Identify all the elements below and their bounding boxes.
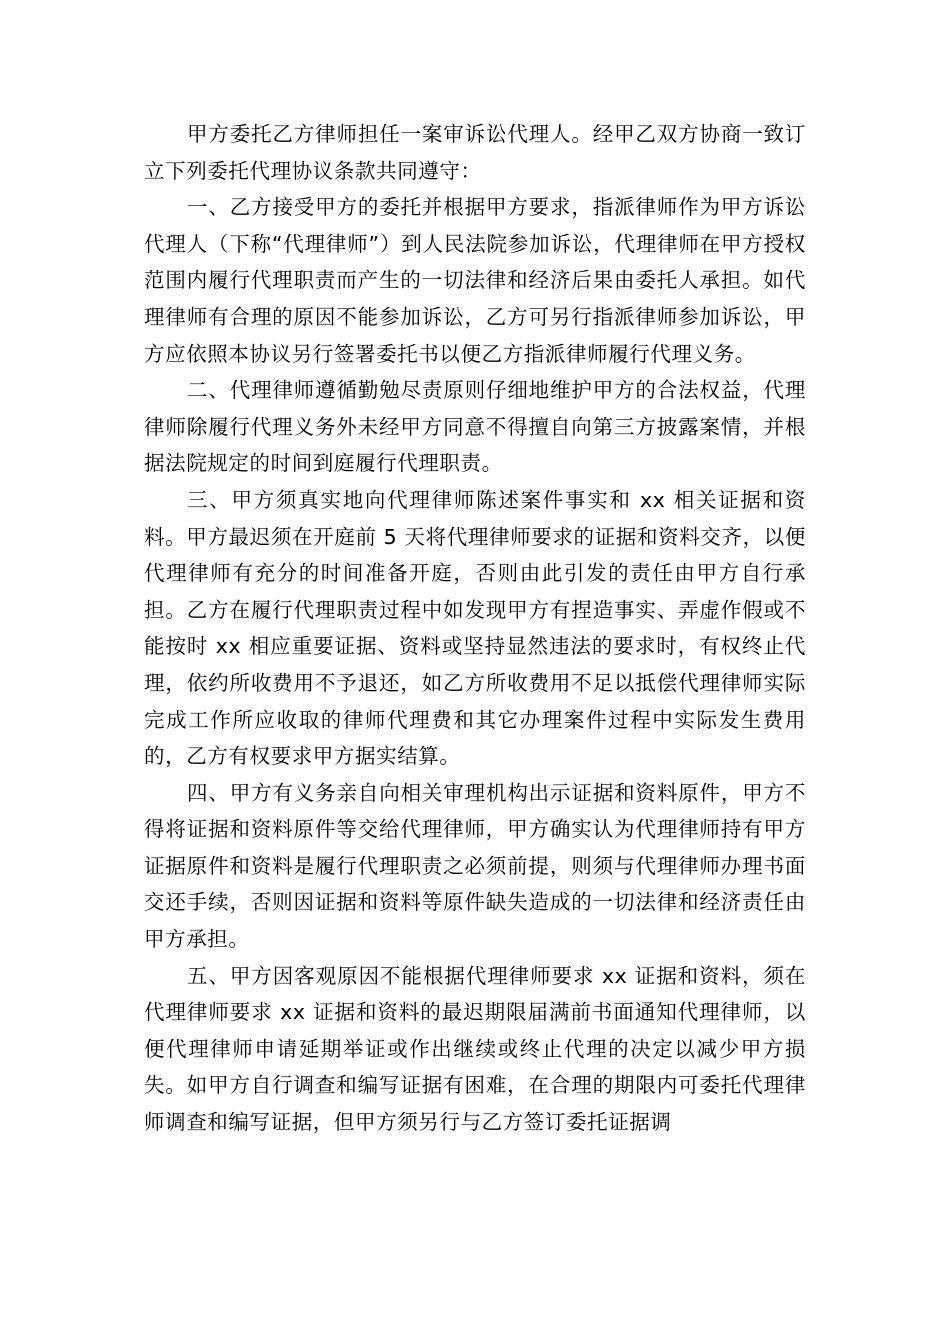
paragraph-clause-3: 三、甲方须真实地向代理律师陈述案件事实和 xx 相关证据和资料。甲方最迟须在开庭前 5 天将代理律师要求的证据和资料交齐，以便代理律师有充分的时间准备开庭，否则由此引发的责任由甲方自行承担。乙方在履行代理职责过程中如发现甲方有捏造事实、弄虚作假或不能按时 xx 相应重要证据、资料或坚持显然违法的要求时，有权终止代理，依约所收费用不予退还，如乙方所收费用不足以抵偿代理律师实际完成工作所应收取的律师代理费和其它办理案件过程中实际发生费用的，乙方有权要求甲方据实结算。	[144, 487, 806, 769]
document-body	[144, 116, 806, 1141]
paragraph-clause-2: 二、代理律师遵循勤勉尽责原则仔细地维护甲方的合法权益，代理律师除履行代理义务外未经甲方同意不得擅自向第三方披露案情，并根据法院规定的时间到庭履行代理职责。	[144, 378, 806, 476]
paragraph-clause-4: 四、甲方有义务亲自向相关审理机构出示证据和资料原件，甲方不得将证据和资料原件等交给代理律师，甲方确实认为代理律师持有甲方证据原件和资料是履行代理职责之必须前提，则须与代理律师办理书面交还手续，否则因证据和资料等原件缺失造成的一切法律和经济责任由甲方承担。	[144, 780, 806, 952]
paragraph-clause-5: 五、甲方因客观原因不能根据代理律师要求 xx 证据和资料，须在代理律师要求 xx 证据和资料的最迟期限届满前书面通知代理律师，以便代理律师申请延期举证或作出继续或终止代理的决定以减少甲方损失。如甲方自行调查和编写证据有困难，在合理的期限内可委托代理律师调查和编写证据，但甲方须另行与乙方签订委托证据调	[144, 963, 806, 1135]
paragraph-intro: 甲方委托乙方律师担任一案审诉讼代理人。经甲乙双方协商一致订立下列委托代理协议条款共同遵守：	[144, 122, 806, 183]
paragraph-clause-1: 一、乙方接受甲方的委托并根据甲方要求，指派律师作为甲方诉讼代理人（下称“代理律师”）到人民法院参加诉讼，代理律师在甲方授权范围内履行代理职责而产生的一切法律和经济后果由委托人承担。如代理律师有合理的原因不能参加诉讼，乙方可另行指派律师参加诉讼，甲方应依照本协议另行签署委托书以便乙方指派律师履行代理义务。	[144, 195, 806, 366]
